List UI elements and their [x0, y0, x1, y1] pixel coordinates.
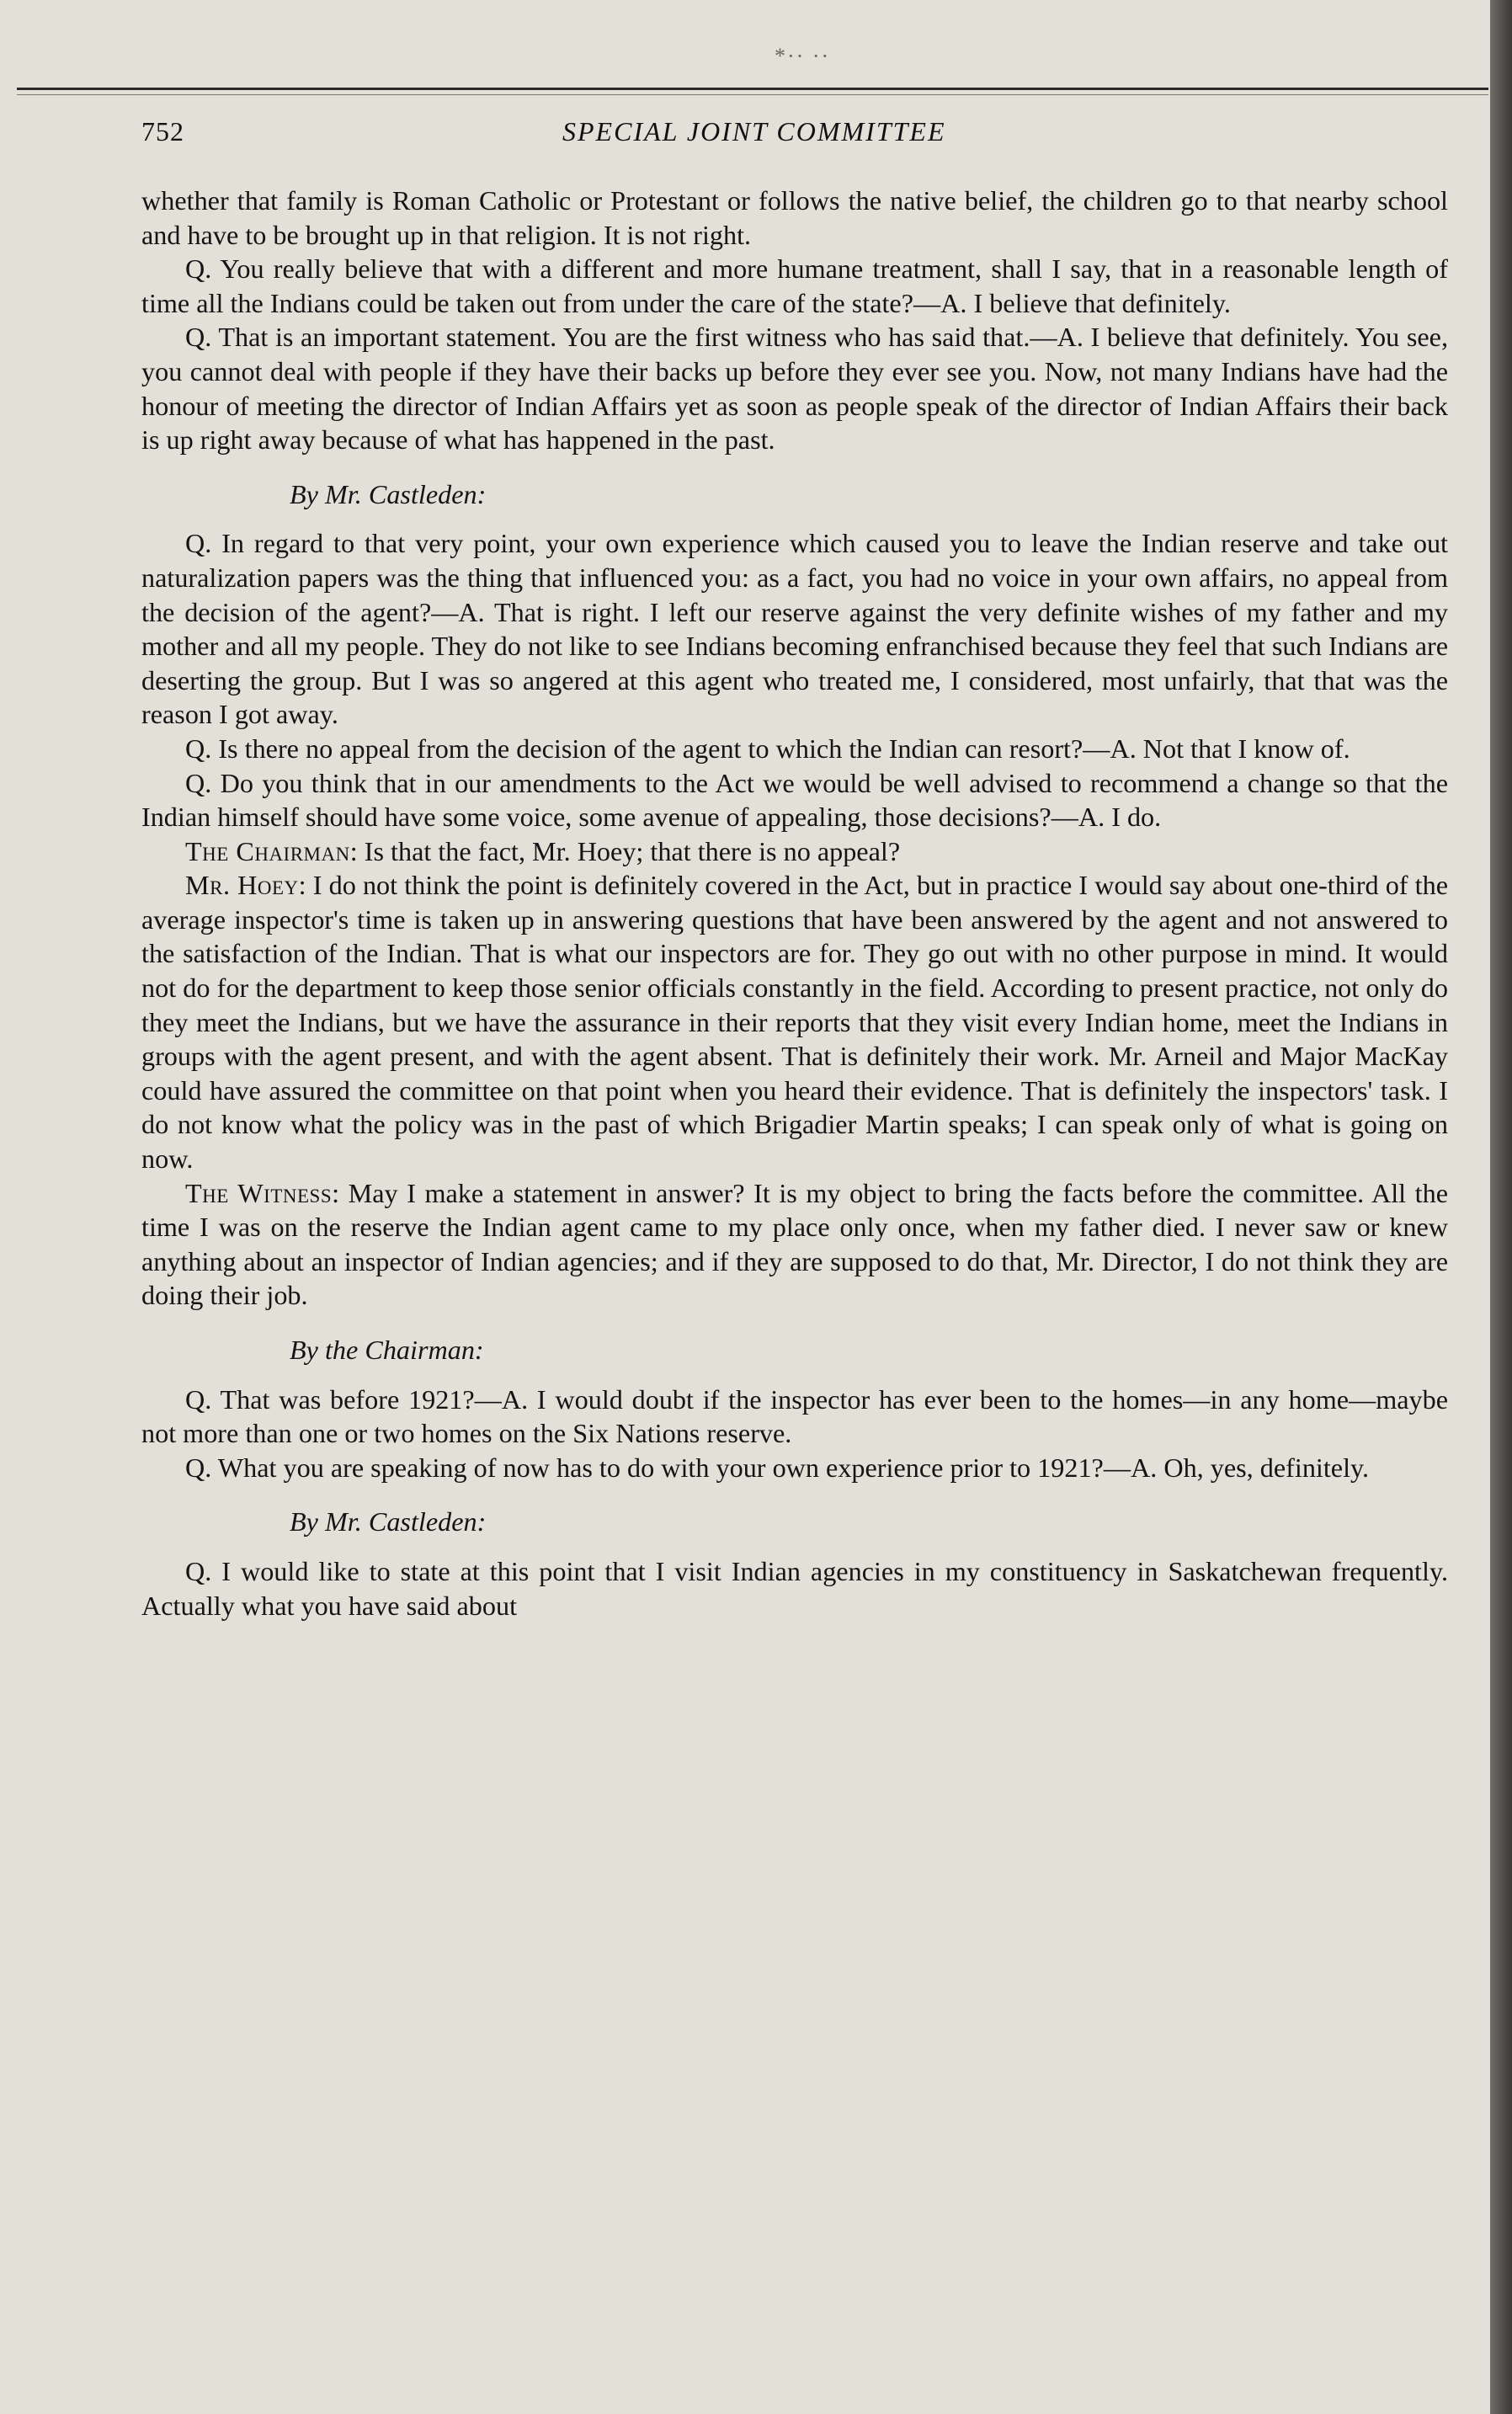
- body-paragraph: Q. That is an important statement. You are the first witness who has said that.—A. I believe that definitely. You see, you cannot deal with people if they have their backs up before they ever see you. Now, not many Indians have had the honour of meeting the director of Indian Affairs yet as soon as people speak of the director of Indian Affairs their back is up right away because of what has happened in the past.: [141, 322, 1448, 456]
- page-edge-shadow: [1490, 0, 1512, 2414]
- section-heading: By the Chairman:: [290, 1335, 484, 1365]
- body-paragraph: Q. In regard to that very point, your own experience which caused you to leave the Indian reserve and take out naturalization papers was the thing that influenced you: as a fact, you had no voice in your own affairs, no appeal from the decision of the agent?—A. That is right. I left our reserve against the very definite wishes of my father and my mother and all my people. They do not like to see Indians becoming enfranchised because they feel that such Indians are deserting the group. But I was so angered at this agent who treated me, I considered, most unfairly, that that was the reason I got away.: [141, 528, 1448, 730]
- speech-text: May I make a statement in answer? It is my object to bring the facts before the committee. All the time I was on the reserve the Indian agent came to my place only once, when my father died. I never saw or knew anything about an inspector of Indian agencies; and if they are supposed to do that, Mr. Director, I do not think they are doing their job.: [141, 1177, 1448, 1311]
- speech-paragraph: Mr. Hoey: I do not think the point is definitely covered in the Act, but in practice I would say about one-third of the average inspector's time is taken up in answering questions that have been answered by the agent and not answered to the satisfaction of the Indian. That is what our inspectors are for. They go out with no other purpose in mind. It would not do for the department to keep those senior officials constantly in the field. According to present practice, not only do they meet the Indians, but we have the assurance in their reports that they visit every Indian home, meet the Indians in groups with the agent present, and with the agent absent. That is definitely their work. Mr. Arneil and Major MacKay could have assured the committee on that point when you heard their evidence. That is definitely the inspectors' task. I do not know what the policy was in the past of which Brigadier Martin speaks; I can speak only of what is going on now.: [141, 870, 1448, 1175]
- running-head: SPECIAL JOINT COMMITTEE: [562, 116, 946, 147]
- section-heading: By Mr. Castleden:: [290, 1506, 487, 1537]
- body-paragraph: Q. What you are speaking of now has to do with your own experience prior to 1921?—A. Oh, yes, definitely.: [185, 1452, 1370, 1483]
- speaker-name: The Witness: [185, 1177, 333, 1208]
- page-number: 752: [141, 116, 184, 147]
- body-paragraph: whether that family is Roman Catholic or Protestant or follows the native belief, the children go to that nearby school and have to be brought up in that religion. It is not right.: [141, 185, 1448, 250]
- header-ink-mark: *·· ··: [775, 44, 831, 68]
- speech-paragraph: The Chairman: Is that the fact, Mr. Hoey; that there is no appeal?: [185, 835, 901, 866]
- document-body: [141, 184, 1448, 1623]
- body-paragraph: Q. You really believe that with a different and more humane treatment, shall I say, that in a reasonable length of time all the Indians could be taken out from under the care of the state?—A. I believe that definitely.: [141, 253, 1448, 318]
- body-paragraph: Q. Is there no appeal from the decision of the agent to which the Indian can resort?—A. Not that I know of.: [185, 733, 1350, 764]
- header-rule-thin: [17, 94, 1488, 95]
- body-paragraph: Q. Do you think that in our amendments to the Act we would be well advised to recommend a change so that the Indian himself should have some voice, some avenue of appealing, those decisions?—A. I do.: [141, 767, 1448, 833]
- speaker-name: The Chairman: [185, 835, 350, 866]
- speech-text: Is that the fact, Mr. Hoey; that there is no appeal?: [364, 835, 901, 866]
- header-rule: [17, 88, 1488, 90]
- page-header: [141, 116, 1455, 158]
- body-paragraph: Q. That was before 1921?—A. I would doubt if the inspector has ever been to the homes—in any home—maybe not more than one or two homes on the Six Nations reserve.: [141, 1383, 1448, 1449]
- speech-paragraph: The Witness: May I make a statement in answer? It is my object to bring the facts before the committee. All the time I was on the reserve the Indian agent came to my place only once, when my father died. I never saw or knew anything about an inspector of Indian agencies; and if they are supposed to do that, Mr. Director, I do not think they are doing their job.: [141, 1177, 1448, 1311]
- section-heading: By Mr. Castleden:: [290, 478, 487, 509]
- speaker-name: Mr. Hoey: [185, 870, 299, 901]
- speech-text: I do not think the point is definitely covered in the Act, but in practice I would say about one-third of the average inspector's time is taken up in answering questions that have been answered by the agent and not answered to the satisfaction of the Indian. That is what our inspectors are for. They go out with no other purpose in mind. It would not do for the department to keep those senior officials constantly in the field. According to present practice, not only do they meet the Indians, but we have the assurance in their reports that they visit every Indian home, meet the Indians in groups with the agent present, and with the agent absent. That is definitely their work. Mr. Arneil and Major MacKay could have assured the committee on that point when you heard their evidence. That is definitely the inspectors' task. I do not know what the policy was in the past of which Brigadier Martin speaks; I can speak only of what is going on now.: [141, 870, 1448, 1175]
- body-paragraph: Q. I would like to state at this point that I visit Indian agencies in my constituency in Saskatchewan frequently. Actually what you have said about: [141, 1555, 1448, 1621]
